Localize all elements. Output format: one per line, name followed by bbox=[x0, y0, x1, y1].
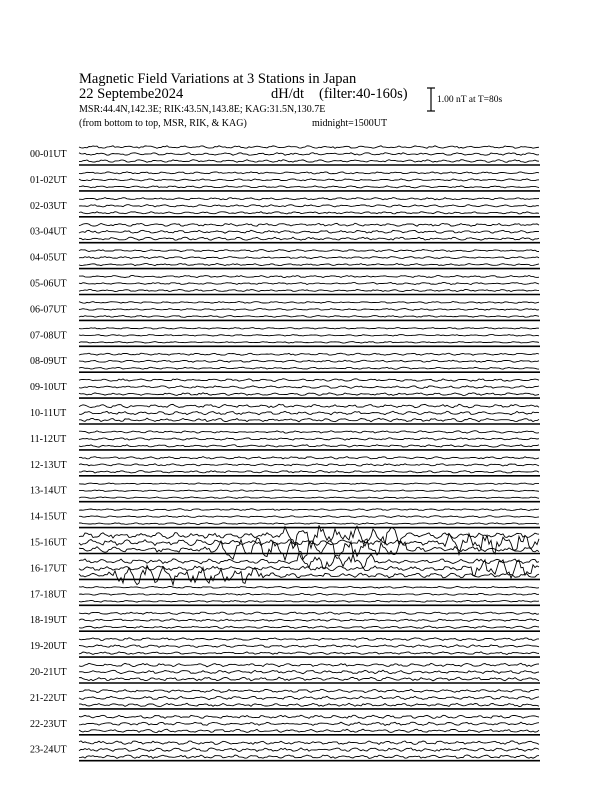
quantity-label: dH/dt bbox=[271, 86, 305, 102]
trace-MSR bbox=[79, 471, 539, 473]
trace-MSR bbox=[79, 523, 539, 525]
trace-RIK bbox=[79, 411, 539, 415]
trace-MSR bbox=[79, 626, 539, 628]
row-01-02UT bbox=[30, 172, 540, 191]
row-14-15UT bbox=[30, 509, 540, 528]
trace-RIK bbox=[79, 257, 539, 259]
trace-KAG bbox=[79, 509, 539, 511]
trace-RIK bbox=[79, 309, 539, 311]
row-00-01UT bbox=[30, 146, 540, 165]
trace-RIK bbox=[79, 386, 539, 389]
trace-MSR bbox=[79, 729, 539, 732]
row-22-23UT bbox=[30, 715, 540, 735]
midnight-label: midnight=1500UT bbox=[312, 118, 388, 129]
trace-RIK bbox=[79, 205, 539, 207]
row-label: 08-09UT bbox=[30, 356, 67, 368]
row-20-21UT bbox=[30, 663, 540, 683]
trace-MSR bbox=[79, 316, 539, 318]
row-label: 13-14UT bbox=[30, 485, 67, 497]
trace-KAG bbox=[79, 328, 539, 329]
row-13-14UT bbox=[30, 483, 540, 502]
trace-RIK bbox=[79, 335, 539, 336]
trace-RIK bbox=[79, 153, 539, 156]
trace-KAG bbox=[79, 379, 539, 382]
trace-KAG bbox=[79, 172, 539, 174]
trace-MSR bbox=[79, 367, 539, 369]
chart-title: Magnetic Field Variations at 3 Stations in Japan bbox=[79, 71, 357, 87]
trace-RIK bbox=[79, 670, 539, 674]
row-04-05UT bbox=[30, 250, 540, 269]
row-label: 15-16UT bbox=[30, 537, 67, 549]
trace-KAG bbox=[79, 689, 539, 692]
trace-MSR bbox=[79, 652, 539, 655]
trace-KAG bbox=[79, 198, 539, 200]
row-08-09UT bbox=[30, 353, 540, 372]
row-label: 03-04UT bbox=[30, 226, 67, 238]
row-label: 07-08UT bbox=[30, 330, 67, 342]
row-label: 17-18UT bbox=[30, 589, 67, 601]
row-16-17UT bbox=[30, 552, 540, 584]
trace-KAG bbox=[79, 663, 539, 667]
row-label: 12-13UT bbox=[30, 459, 67, 471]
trace-RIK bbox=[79, 179, 539, 181]
row-label: 01-02UT bbox=[30, 174, 67, 186]
row-label: 09-10UT bbox=[30, 382, 67, 394]
trace-MSR bbox=[79, 600, 539, 602]
row-label: 10-11UT bbox=[30, 408, 67, 419]
trace-MSR bbox=[79, 237, 539, 240]
row-23-24UT bbox=[30, 741, 540, 761]
row-19-20UT bbox=[30, 638, 540, 657]
row-label: 02-03UT bbox=[30, 200, 67, 212]
trace-KAG bbox=[79, 552, 539, 568]
trace-KAG bbox=[79, 223, 539, 226]
trace-MSR bbox=[79, 160, 539, 163]
date-label: 22 Septembe2024 bbox=[79, 86, 184, 102]
trace-KAG bbox=[79, 353, 539, 355]
row-10-11UT bbox=[30, 404, 540, 424]
trace-MSR bbox=[79, 342, 539, 344]
trace-RIK bbox=[79, 516, 539, 518]
trace-MSR bbox=[79, 703, 539, 706]
filter-label: (filter:40-160s) bbox=[319, 86, 408, 102]
row-label: 21-22UT bbox=[30, 692, 67, 704]
row-label: 20-21UT bbox=[30, 667, 67, 678]
row-12-13UT bbox=[30, 457, 540, 476]
trace-KAG bbox=[79, 404, 539, 408]
trace-KAG bbox=[79, 715, 539, 718]
trace-RIK bbox=[79, 645, 539, 648]
trace-RIK bbox=[79, 722, 539, 725]
trace-MSR bbox=[79, 290, 539, 292]
row-09-10UT bbox=[30, 379, 540, 398]
trace-RIK bbox=[79, 490, 539, 491]
row-label: 18-19UT bbox=[30, 615, 67, 627]
row-18-19UT bbox=[30, 612, 540, 631]
trace-RIK bbox=[79, 593, 539, 595]
stations-label: MSR:44.4N,142.3E; RIK:43.5N,143.8E; KAG:31.5N,130.7E bbox=[79, 104, 326, 115]
trace-KAG bbox=[79, 638, 539, 641]
trace-KAG bbox=[79, 612, 539, 614]
row-11-12UT bbox=[30, 431, 540, 450]
row-label: 04-05UT bbox=[30, 252, 67, 264]
trace-MSR bbox=[79, 677, 539, 681]
row-21-22UT bbox=[30, 689, 540, 709]
trace-KAG bbox=[79, 250, 539, 252]
row-06-07UT bbox=[30, 302, 540, 321]
row-label: 11-12UT bbox=[30, 433, 67, 445]
row-label: 00-01UT bbox=[30, 149, 67, 160]
row-label: 22-23UT bbox=[30, 718, 67, 730]
trace-KAG bbox=[79, 302, 539, 304]
trace-RIK bbox=[79, 438, 539, 440]
row-label: 16-17UT bbox=[30, 563, 67, 575]
trace-RIK bbox=[79, 696, 539, 699]
trace-KAG bbox=[79, 741, 539, 745]
trace-MSR bbox=[79, 497, 539, 498]
trace-MSR bbox=[79, 186, 539, 188]
row-17-18UT bbox=[30, 586, 540, 605]
trace-KAG bbox=[79, 483, 539, 484]
trace-MSR bbox=[79, 393, 539, 396]
trace-KAG bbox=[79, 275, 539, 277]
trace-RIK bbox=[79, 464, 539, 466]
trace-KAG bbox=[79, 457, 539, 459]
trace-RIK bbox=[79, 748, 539, 752]
station-order-label: (from bottom to top, MSR, RIK, & KAG) bbox=[79, 118, 247, 129]
row-05-06UT bbox=[30, 275, 540, 294]
trace-KAG bbox=[79, 431, 539, 433]
trace-MSR bbox=[79, 264, 539, 266]
row-label: 23-24UT bbox=[30, 744, 67, 756]
trace-MSR bbox=[79, 212, 539, 214]
scale-bar-label: 1.00 nT at T=80s bbox=[437, 95, 503, 105]
trace-RIK bbox=[79, 230, 539, 233]
trace-KAG bbox=[79, 586, 539, 588]
row-07-08UT bbox=[30, 328, 540, 347]
row-label: 05-06UT bbox=[30, 278, 67, 290]
row-03-04UT bbox=[30, 223, 540, 243]
trace-MSR bbox=[79, 445, 539, 447]
trace-RIK bbox=[79, 283, 539, 285]
trace-MSR bbox=[79, 755, 539, 758]
row-02-03UT bbox=[30, 198, 540, 217]
trace-MSR bbox=[79, 418, 539, 422]
trace-RIK bbox=[79, 360, 539, 362]
row-15-16UT bbox=[30, 525, 540, 560]
trace-KAG bbox=[79, 146, 539, 149]
row-label: 14-15UT bbox=[30, 511, 67, 523]
row-label: 19-20UT bbox=[30, 641, 67, 653]
trace-RIK bbox=[79, 619, 539, 621]
scale-bar bbox=[427, 88, 435, 111]
row-label: 06-07UT bbox=[30, 304, 67, 316]
